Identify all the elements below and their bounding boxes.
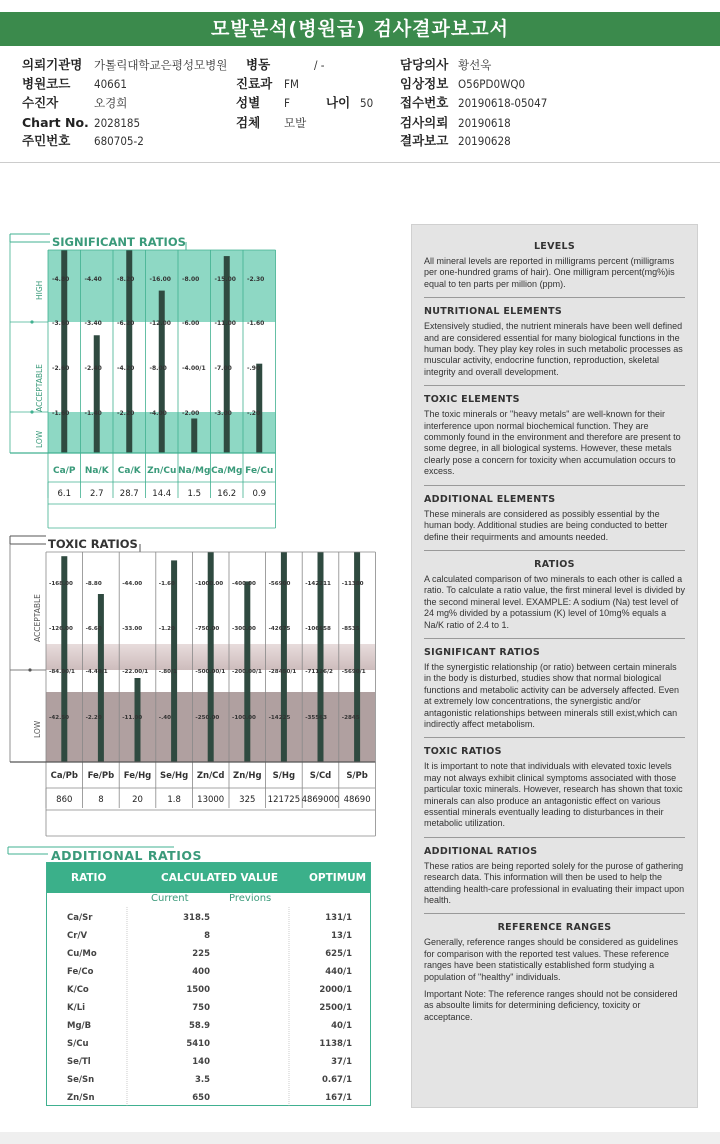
sig-tick-label: -12.00 (149, 320, 171, 327)
additional-ratio-name: Cr/V (67, 931, 88, 941)
tox-tick-label: -8535 (341, 626, 360, 632)
sig-col-value: 0.9 (252, 489, 267, 499)
tox-tick-label: -42675 (268, 626, 291, 632)
sig-tick-label: -3.60 (52, 320, 70, 327)
significant-ratios-text: If the synergistic relationship (or ratio) between certain minerals in the body is disturbed, studies show that normal biological functions and metabolic activity can be adversely affected. Even at extremely low concentrations, the synergistic and/or antagonistic relationships between minerals still exist,which can indirectly affect metabolism. (424, 661, 679, 729)
tox-zone-label-acceptable: ACCEPTABLE (33, 594, 42, 642)
additional-current-value: 140 (192, 1057, 210, 1067)
additional-row (47, 945, 372, 963)
additional-optimum-value: 37/1 (331, 1057, 352, 1067)
sig-tick-label: -2.30 (247, 276, 265, 283)
tox-col-name: Fe/Pb (87, 771, 115, 781)
sig-tick-label: -2.60 (52, 365, 70, 372)
tox-col-value: 48690 (343, 795, 371, 805)
significant-ratios-chart (0, 228, 290, 530)
tox-tick-label: -2845 (341, 715, 360, 721)
sig-col-value: 28.7 (119, 489, 139, 499)
sig-col-value: 1.5 (187, 489, 202, 499)
sig-tick-label: -8.00 (149, 365, 167, 372)
tox-col-name: S/Hg (272, 771, 296, 781)
toxic-elements-text: The toxic minerals or "heavy metals" are well-known for their interference upon normal biochemical function. They are commonly found in the environment and therefore are present to some degree, in all biological systems. However, these metals clearly pose a concern for toxicity when accumulation occurs to excess. (424, 409, 681, 477)
tox-col-value: 121725 (267, 795, 301, 805)
tox-tick-label: -1000.00 (195, 581, 224, 587)
tox-title: TOXIC RATIOS (48, 537, 138, 551)
tox-col-name: Se/Hg (159, 771, 189, 781)
sig-tick-label: -8.20 (117, 276, 135, 283)
additional-ratio-name: Ca/Sr (67, 913, 93, 923)
tox-bar-Se/Hg (171, 560, 177, 762)
tox-tick-label: -22.00/1 (122, 669, 149, 675)
tox-tick-label: -1.20 (158, 626, 175, 632)
sig-marker-dot (30, 410, 33, 413)
additional-ratio-name: Zn/Sn (67, 1093, 95, 1103)
additional-ratio-name: Se/Sn (67, 1075, 95, 1085)
ratios-text: A calculated comparison of two minerals to each other is called a ratio. To calculate a ratio value, the first mineral level is divided by the second mineral level. EXAMPLE: A sodium (Na) test level of 24 mg% divided by a potassium (K) level of 10mg% equals a Na/K ratio of 2.4 to 1. (424, 573, 685, 630)
additional-optimum-value: 2000/1 (319, 985, 352, 995)
sig-tick-label: -1.40 (84, 410, 102, 417)
additional-row (47, 963, 372, 981)
levels-heading: LEVELS (533, 241, 576, 252)
head-calculated: CALCULATED VALUE (161, 872, 279, 884)
toxic-ratios-text: It is important to note that individuals with elevated toxic levels may not always exhibit clinical symptoms associated with those particular toxic minerals. However, research has shown that toxic minerals can also produce an antagonistic effect on various essential minerals eventually leading to disturbances in their metabolic utilization. (424, 761, 683, 829)
tox-tick-label: -2.20 (85, 715, 102, 721)
sig-tick-label: -4.00 (149, 410, 167, 417)
tox-bar-Ca/Pb (61, 556, 67, 762)
tox-tick-label: -168.00 (49, 581, 73, 587)
additional-ratio-name: Mg/B (67, 1021, 92, 1031)
sig-bar-Ca/Mg (224, 256, 230, 453)
additional-optimum-value: 40/1 (331, 1021, 352, 1031)
additional-optimum-value: 1138/1 (319, 1039, 352, 1049)
sig-tick-label: -4.00/1 (182, 365, 206, 372)
explanation-panel (411, 224, 698, 1108)
separator (424, 737, 685, 738)
header-divider (0, 162, 720, 163)
sig-title: SIGNIFICANT RATIOS (52, 235, 186, 249)
additional-ratio-name: Se/Tl (67, 1057, 91, 1067)
additional-row (47, 999, 372, 1017)
additional-ratios-table (46, 862, 371, 1106)
tox-tick-label: -42.50 (49, 715, 70, 721)
separator (424, 550, 685, 551)
sig-tick-label: -6.00 (182, 320, 200, 327)
separator (424, 913, 685, 914)
tox-tick-label: -142211 (305, 581, 331, 587)
additional-optimum-value: 167/1 (325, 1093, 352, 1103)
report-title: 모발분석(병원급) 검사결과보고서 (0, 12, 720, 46)
tox-tick-label: -250.00 (195, 715, 220, 721)
sig-tick-label: -2.20 (117, 410, 135, 417)
additional-ratio-name: Cu/Mo (67, 949, 97, 959)
additional-ratios-heading: ADDITIONAL RATIOS (424, 845, 538, 857)
tox-col-value: 4869000 (301, 795, 340, 805)
sig-tick-label: -6.20 (117, 320, 135, 327)
tox-tick-label: -750.00 (195, 626, 220, 632)
sig-tick-label: -.20 (247, 410, 261, 417)
additional-current-value: 5410 (186, 1039, 210, 1049)
separator (424, 297, 685, 298)
sig-col-name: Ca/Mg (211, 466, 243, 476)
sig-col-value: 2.7 (89, 489, 104, 499)
additional-row (47, 927, 372, 945)
sub-head-current: Current (151, 893, 189, 904)
sig-col-value: 14.4 (152, 489, 172, 499)
nutritional-text: Extensively studied, the nutrient minerals have been well defined and are considered essential for many biological functions in the human body. They play key roles in such metabolic processes as muscular activity, endocrine function, reproduction, skeletal integrity and overall development. (424, 321, 683, 377)
additional-row (47, 1017, 372, 1035)
significant-ratios-heading: SIGNIFICANT RATIOS (424, 646, 541, 658)
tox-tick-label: -6.60 (85, 626, 102, 632)
reference-ranges-heading: REFERENCE RANGES (497, 922, 612, 934)
tox-tick-label: -33.00 (122, 626, 143, 632)
tox-col-name: S/Cd (309, 771, 332, 781)
tox-tick-label: -.80/1 (158, 669, 177, 675)
sig-zone-label-high: HIGH (35, 280, 44, 300)
tox-tick-label: -300.00 (232, 626, 256, 632)
additional-current-value: 8 (204, 931, 210, 941)
sig-zone-label-acceptable: ACCEPTABLE (35, 364, 44, 412)
sig-tick-label: -4.80 (52, 276, 70, 283)
sig-bar-Fe/Cu (256, 364, 262, 453)
sig-tick-label: -.90 (247, 365, 261, 372)
nutritional-heading: NUTRITIONAL ELEMENTS (424, 306, 562, 318)
head-optimum: OPTIMUM (309, 872, 367, 884)
sig-col-name: Na/K (84, 466, 109, 476)
sig-col-name: Ca/P (52, 466, 76, 476)
additional-optimum-value: 131/1 (325, 913, 352, 923)
toxic-ratios-chart (0, 530, 380, 842)
tox-tick-label: -71126/2 (305, 669, 333, 675)
additional-current-value: 3.5 (194, 1075, 210, 1085)
sig-bar-Na/K (94, 335, 100, 453)
separator (424, 485, 685, 486)
tox-col-value: 20 (132, 795, 143, 805)
additional-ratios-text: These ratios are being reported solely for the purose of gathering research data. This information will then be used to help the attending health-care professional in evaluating their impact upon health. (424, 860, 685, 906)
tox-tick-label: -14225 (268, 715, 291, 721)
tox-tick-label: -500.00/1 (195, 669, 226, 675)
sig-col-name: Zn/Cu (147, 466, 177, 476)
sig-bar-Na/Mg (191, 418, 197, 453)
tox-tick-label: -200.00/1 (232, 669, 262, 675)
additional-optimum-value: 0.67/1 (322, 1075, 352, 1085)
additional-row (47, 909, 372, 927)
tox-col-name: Ca/Pb (50, 771, 79, 781)
sig-col-name: Fe/Cu (245, 466, 274, 476)
additional-row (47, 1089, 372, 1107)
tox-tick-label: -100.00 (232, 715, 256, 721)
tox-col-value: 8 (98, 795, 104, 805)
additional-row (47, 1053, 372, 1071)
sig-tick-label: -1.60 (52, 410, 70, 417)
sig-tick-label: -2.00 (182, 410, 200, 417)
head-ratio: RATIO (71, 872, 107, 884)
tox-col-name: Fe/Hg (123, 771, 152, 781)
tox-tick-label: -106658 (305, 626, 331, 632)
additional-row (47, 981, 372, 999)
additional-optimum-value: 13/1 (331, 931, 352, 941)
reference-ranges-text: Generally, reference ranges should be considered as guidelines for comparison with the reported test values. These reference ranges have been statistically established form studying a population of "healthy" individuals. (424, 937, 678, 982)
additional-current-value: 1500 (186, 985, 210, 995)
sig-zone-label-low: LOW (35, 430, 44, 448)
sig-tick-label: -11.00 (214, 320, 236, 327)
separator (424, 837, 685, 838)
sig-tick-label: -7.00 (214, 365, 232, 372)
additional-ratio-name: Fe/Co (67, 967, 94, 977)
sig-tick-label: -15.00 (214, 276, 236, 283)
additional-optimum-value: 440/1 (325, 967, 352, 977)
additional-elements-text: These minerals are considered as possibly essential by the human body. Additional studies are being conducted to better define their requirments and amounts needed. (424, 508, 668, 542)
tox-tick-label: -126.00 (49, 626, 73, 632)
tox-zone-label-low: LOW (33, 720, 42, 738)
sig-tick-label: -8.00 (182, 276, 200, 283)
additional-current-value: 318.5 (183, 913, 210, 923)
sig-col-value: 16.2 (217, 489, 237, 499)
additional-current-value: 650 (192, 1093, 210, 1103)
separator (424, 638, 685, 639)
sub-head-previous: Previons (229, 893, 272, 904)
toxic-elements-heading: TOXIC ELEMENTS (424, 394, 520, 406)
tox-tick-label: -1.60 (158, 581, 175, 587)
sig-tick-label: -4.40 (84, 276, 102, 283)
tox-tick-label: -5690/1 (341, 669, 366, 675)
tox-col-name: S/Pb (346, 771, 368, 781)
sig-tick-label: -3.40 (84, 320, 102, 327)
tox-col-value: 860 (56, 795, 73, 805)
tox-tick-label: -56900 (268, 581, 291, 587)
additional-current-value: 750 (192, 1003, 210, 1013)
sig-col-name: Na/Mg (178, 466, 211, 476)
additional-row (47, 1035, 372, 1053)
sig-tick-label: -1.60 (247, 320, 265, 327)
tox-col-name: Zn/Hg (233, 771, 262, 781)
additional-ratio-name: S/Cu (67, 1039, 89, 1049)
additional-ratio-name: K/Li (67, 1003, 86, 1013)
tox-col-name: Zn/Cd (196, 771, 225, 781)
patient-info: 의뢰기관명 가톨릭대학교은평성모병원 병원코드 40661 수진자 오경희 Chart No. 2028185 주민번호 680705-2 병동 / - 진료과 FM 성별 F 검체 모발 나이 50 담당의사 황선욱 임상정보 O56PD0WQ0 접수번호 20190618-05047 검사의뢰 20190618 결과보고 20190628 (22, 57, 548, 148)
additional-ratio-name: K/Co (67, 985, 89, 995)
sig-tick-label: -2.40 (84, 365, 102, 372)
sig-marker-dot (30, 320, 33, 323)
bottom-strip (0, 1132, 720, 1144)
additional-ratios-title: ADDITIONAL RATIOS (48, 848, 205, 863)
sig-col-value: 6.1 (57, 489, 72, 499)
sig-col-name: Ca/K (117, 466, 141, 476)
tox-marker-dot (28, 668, 31, 671)
additional-optimum-value: 2500/1 (319, 1003, 352, 1013)
tox-tick-label: -.40 (158, 715, 172, 721)
tox-tick-label: -35563 (305, 715, 327, 721)
additional-current-value: 225 (192, 949, 210, 959)
tox-col-value: 325 (239, 795, 256, 805)
tox-tick-label: -44.00 (122, 581, 143, 587)
important-note-text: Important Note: The reference ranges should not be considered as absoulte limits for determining deficiency, toxicity or acceptance. (424, 989, 678, 1022)
tox-tick-label: -11.00 (122, 715, 143, 721)
tox-tick-label: -400.00 (232, 581, 256, 587)
levels-text: All mineral levels are reported in milligrams percent (milligrams per one-hundred grams of hair). One milligram percent(mg%)is equal to ten parts per million (ppm). (424, 256, 675, 289)
sig-tick-label: -3.00 (214, 410, 232, 417)
tox-tick-label: -28450/1 (268, 669, 297, 675)
toxic-ratios-heading: TOXIC RATIOS (424, 746, 502, 758)
additional-row (47, 1071, 372, 1089)
tox-col-value: 13000 (197, 795, 225, 805)
sig-tick-label: -4.20 (117, 365, 135, 372)
additional-elements-heading: ADDITIONAL ELEMENTS (424, 493, 556, 505)
ratios-heading: RATIOS (534, 558, 575, 570)
additional-optimum-value: 625/1 (325, 949, 352, 959)
tox-bar-Fe/Pb (98, 594, 104, 762)
tox-tick-label: -11380 (341, 581, 364, 587)
additional-current-value: 58.9 (189, 1021, 210, 1031)
tox-tick-label: -84.00/1 (49, 669, 75, 675)
sig-tick-label: -16.00 (149, 276, 171, 283)
tox-tick-label: -4.40/1 (85, 669, 108, 675)
additional-current-value: 400 (192, 967, 210, 977)
tox-col-value: 1.8 (167, 795, 181, 805)
separator (424, 385, 685, 386)
tox-tick-label: -8.80 (85, 581, 102, 587)
